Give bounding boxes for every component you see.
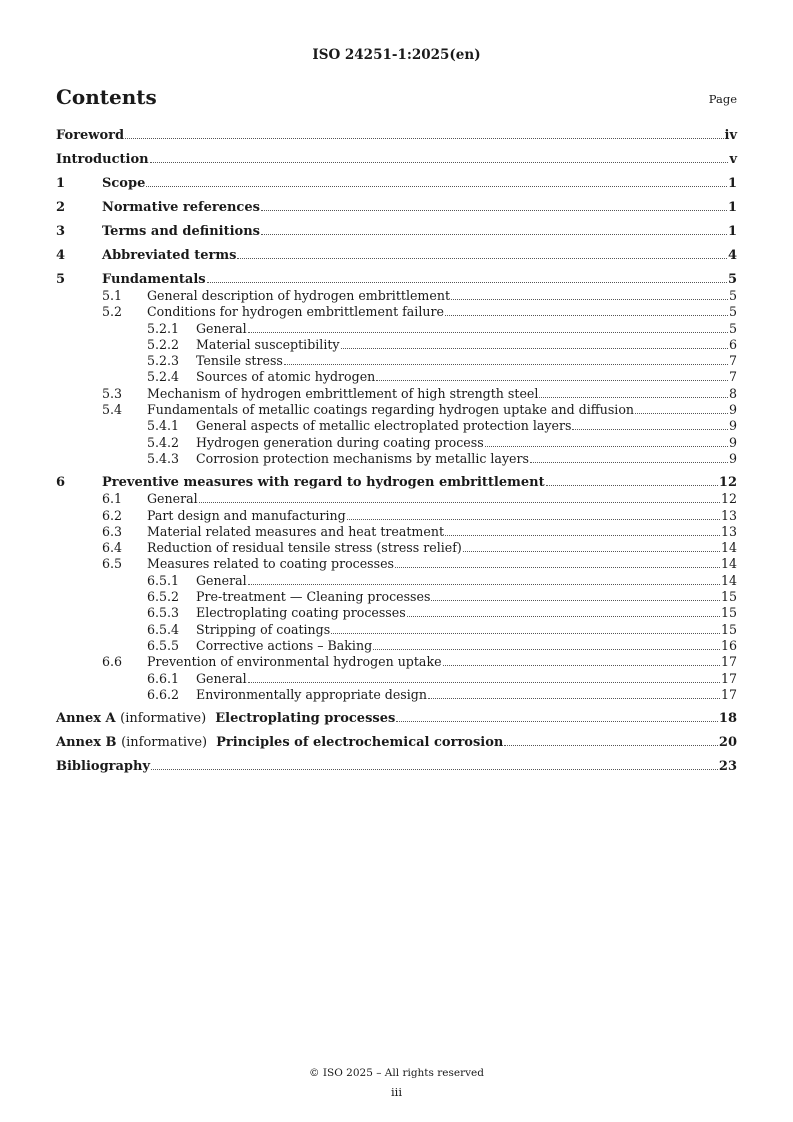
toc-entry[interactable] xyxy=(56,589,737,605)
toc-entry-page: 17 xyxy=(720,670,737,686)
toc-entry-number: 5.2.1 xyxy=(147,320,180,336)
page-column-label: Page xyxy=(708,92,737,106)
dot-leader xyxy=(261,234,727,235)
toc-entry[interactable] xyxy=(56,224,737,240)
toc-entry-title: Prevention of environmental hydrogen uptake xyxy=(147,654,442,670)
annex-title: Principles of electrochemical corrosion xyxy=(216,735,504,751)
dot-leader xyxy=(539,397,728,398)
toc-entry[interactable] xyxy=(56,491,737,507)
toc-entry[interactable] xyxy=(56,200,737,216)
toc-entry-page: 5 xyxy=(728,320,737,336)
toc-entry[interactable] xyxy=(56,711,737,727)
toc-entry-title: General xyxy=(196,572,247,588)
document-id-header: ISO 24251-1:2025(en) xyxy=(312,47,481,63)
toc-entry[interactable] xyxy=(56,128,737,144)
toc-entry-page: 5 xyxy=(728,304,737,320)
toc-entry-page: 14 xyxy=(720,572,737,588)
toc-entry-title: General description of hydrogen embrittlement xyxy=(147,288,451,303)
toc-entry[interactable] xyxy=(56,386,737,402)
toc-entry-title: Normative references xyxy=(102,200,260,215)
toc-entry[interactable] xyxy=(56,418,737,434)
dot-leader xyxy=(248,584,720,585)
toc-entry-page: 13 xyxy=(720,507,737,523)
toc-entry-title: Reduction of residual tensile stress (stress relief) xyxy=(147,540,462,556)
toc-entry-page: 5 xyxy=(728,288,737,303)
dot-leader xyxy=(396,721,718,722)
toc-entry-page: 9 xyxy=(728,434,737,450)
toc-entry-title: Part design and manufacturing xyxy=(147,507,346,523)
toc-entry[interactable] xyxy=(56,272,737,288)
toc-entry-page: 9 xyxy=(728,402,737,418)
toc-entry-title: Bibliography xyxy=(56,759,151,775)
dot-leader xyxy=(485,446,728,447)
toc-entry[interactable] xyxy=(56,671,737,687)
toc-entry-title: Foreword xyxy=(56,128,125,143)
toc-entry-number: 6.6.2 xyxy=(147,686,180,702)
toc-entry-title: Fundamentals of metallic coatings regarding hydrogen uptake and diffusion xyxy=(147,402,635,418)
dot-leader xyxy=(463,551,720,552)
toc-entry-page: 9 xyxy=(728,450,737,466)
toc-entry[interactable] xyxy=(56,638,737,654)
dot-leader xyxy=(207,282,727,283)
toc-entry-number: 5.4.1 xyxy=(147,418,180,434)
toc-entry[interactable] xyxy=(56,508,737,524)
toc-entry-page: 15 xyxy=(720,605,737,621)
toc-entry-number: 5.3 xyxy=(102,385,123,401)
toc-entry-number: 6.5.1 xyxy=(147,572,180,588)
toc-entry-title: Preventive measures with regard to hydrogen embrittlement xyxy=(102,475,545,491)
toc-entry-title: Hydrogen generation during coating process xyxy=(196,434,484,450)
dot-leader xyxy=(199,502,720,503)
toc-entry-title: General xyxy=(147,491,198,507)
toc-entry-number: 5.2.4 xyxy=(147,369,180,385)
dot-leader xyxy=(428,698,720,699)
dot-leader xyxy=(445,535,720,536)
toc-entry-page: 12 xyxy=(718,475,737,491)
toc-entry-title: Pre-treatment — Cleaning processes xyxy=(196,589,431,605)
toc-entry[interactable] xyxy=(56,337,737,353)
toc-entry-number: 5.4.2 xyxy=(147,434,180,450)
toc-entry-page: 1 xyxy=(727,224,737,239)
toc-entry-page: 5 xyxy=(727,272,737,287)
toc-entry[interactable] xyxy=(56,435,737,451)
toc-entry[interactable] xyxy=(56,248,737,264)
toc-entry-title: Tensile stress xyxy=(196,353,283,369)
dot-leader xyxy=(395,567,720,568)
dot-leader xyxy=(504,745,718,746)
toc-entry-page: v xyxy=(729,152,737,167)
toc-entry-number: 5 xyxy=(56,272,66,287)
toc-entry-number: 6 xyxy=(56,475,66,491)
toc-entry[interactable] xyxy=(56,524,737,540)
page-number: iii xyxy=(390,1085,403,1099)
toc-entry-number: 5.1 xyxy=(102,288,123,303)
dot-leader xyxy=(443,665,720,666)
toc-entry-title: General aspects of metallic electroplated protection layers xyxy=(196,418,572,434)
toc-entry[interactable] xyxy=(56,573,737,589)
toc-entry-number: 2 xyxy=(56,200,66,215)
annex-label: Annex B xyxy=(56,735,117,751)
toc-entry-page: 15 xyxy=(720,589,737,605)
toc-entry-number: 6.1 xyxy=(102,491,123,507)
dot-leader xyxy=(146,186,727,187)
toc-entry-title: Corrosion protection mechanisms by metallic layers xyxy=(196,450,529,466)
dot-leader xyxy=(530,462,728,463)
dot-leader xyxy=(341,348,728,349)
toc-entry-title: General xyxy=(196,670,247,686)
toc-entry-page: 18 xyxy=(718,711,737,727)
toc-entry-page: 7 xyxy=(728,369,737,385)
toc-entry-page: 16 xyxy=(720,637,737,653)
table-of-contents xyxy=(56,128,737,775)
annex-note: (informative) xyxy=(121,735,208,751)
toc-entry[interactable] xyxy=(56,622,737,638)
toc-entry[interactable] xyxy=(56,540,737,556)
toc-entry[interactable] xyxy=(56,152,737,168)
toc-entry-page: 15 xyxy=(720,621,737,637)
dot-leader xyxy=(451,299,728,300)
toc-entry[interactable] xyxy=(56,687,737,703)
toc-entry-number: 5.4.3 xyxy=(147,450,180,466)
toc-entry-title: Sources of atomic hydrogen xyxy=(196,369,376,385)
toc-entry-page: iv xyxy=(724,128,737,143)
toc-entry-title: Scope xyxy=(102,176,146,191)
toc-entry[interactable] xyxy=(56,304,737,320)
toc-entry-number: 6.5.5 xyxy=(147,637,180,653)
toc-entry-page: 20 xyxy=(718,735,737,751)
toc-entry-title: Introduction xyxy=(56,152,149,167)
dot-leader xyxy=(151,769,718,770)
dot-leader xyxy=(431,600,720,601)
toc-entry-number: 6.3 xyxy=(102,523,123,539)
dot-leader xyxy=(150,162,729,163)
toc-entry[interactable] xyxy=(56,475,737,491)
toc-entry[interactable] xyxy=(56,288,737,304)
copyright-footer: © ISO 2025 – All rights reserved xyxy=(309,1067,484,1079)
toc-entry[interactable] xyxy=(56,402,737,418)
toc-entry-page: 8 xyxy=(728,385,737,401)
toc-entry-title xyxy=(56,711,395,727)
toc-entry-title: Measures related to coating processes xyxy=(147,556,395,572)
dot-leader xyxy=(331,633,720,634)
toc-entry-title: General xyxy=(196,320,247,336)
toc-entry-number: 6.2 xyxy=(102,507,123,523)
contents-title: Contents xyxy=(56,85,157,109)
toc-entry[interactable] xyxy=(56,654,737,670)
toc-entry-title xyxy=(56,735,503,751)
toc-entry-page: 9 xyxy=(728,418,737,434)
dot-leader xyxy=(445,315,728,316)
toc-entry-page: 13 xyxy=(720,523,737,539)
toc-entry-number: 3 xyxy=(56,224,66,239)
dot-leader xyxy=(373,649,720,650)
dot-leader xyxy=(248,332,728,333)
toc-entry-title: Material related measures and heat treatment xyxy=(147,523,444,539)
dot-leader xyxy=(572,429,728,430)
toc-entry-title: Corrective actions – Baking xyxy=(196,637,373,653)
toc-entry-page: 17 xyxy=(720,686,737,702)
toc-entry-page: 1 xyxy=(727,176,737,191)
toc-entry[interactable] xyxy=(56,176,737,192)
toc-entry-number: 6.5.3 xyxy=(147,605,180,621)
toc-entry-page: 23 xyxy=(718,759,737,775)
toc-entry-page: 12 xyxy=(720,491,737,507)
toc-entry-page: 1 xyxy=(727,200,737,215)
toc-entry-number: 4 xyxy=(56,248,66,263)
toc-entry-title: Material susceptibility xyxy=(196,336,340,352)
toc-entry-title: Terms and definitions xyxy=(102,224,260,239)
toc-entry-page: 6 xyxy=(728,336,737,352)
toc-entry-number: 5.2 xyxy=(102,304,123,320)
dot-leader xyxy=(248,682,720,683)
toc-entry[interactable] xyxy=(56,321,737,337)
toc-entry-title: Mechanism of hydrogen embrittlement of high strength steel xyxy=(147,385,539,401)
annex-title: Electroplating processes xyxy=(215,711,396,727)
annex-note: (informative) xyxy=(120,711,207,727)
toc-entry[interactable] xyxy=(56,451,737,467)
toc-entry-title: Conditions for hydrogen embrittlement failure xyxy=(147,304,444,320)
toc-entry-number: 6.5.2 xyxy=(147,589,180,605)
dot-leader xyxy=(546,485,718,486)
toc-entry[interactable] xyxy=(56,759,737,775)
toc-entry-number: 5.2.3 xyxy=(147,353,180,369)
annex-label: Annex A xyxy=(56,711,116,727)
dot-leader xyxy=(347,519,720,520)
dot-leader xyxy=(125,138,723,139)
toc-entry-title: Fundamentals xyxy=(102,272,206,287)
toc-entry[interactable] xyxy=(56,353,737,369)
toc-entry-page: 17 xyxy=(720,654,737,670)
toc-entry-number: 6.6 xyxy=(102,654,123,670)
toc-entry-title: Abbreviated terms xyxy=(102,248,237,263)
toc-entry[interactable] xyxy=(56,556,737,572)
toc-entry[interactable] xyxy=(56,369,737,385)
dot-leader xyxy=(237,258,727,259)
toc-entry-number: 6.4 xyxy=(102,540,123,556)
dot-leader xyxy=(261,210,727,211)
toc-entry-page: 14 xyxy=(720,556,737,572)
dot-leader xyxy=(407,616,720,617)
toc-entry-title: Stripping of coatings xyxy=(196,621,331,637)
toc-entry-title: Electroplating coating processes xyxy=(196,605,406,621)
toc-entry-number: 6.5 xyxy=(102,556,123,572)
toc-entry-page: 7 xyxy=(728,353,737,369)
toc-entry-number: 6.6.1 xyxy=(147,670,180,686)
dot-leader xyxy=(635,413,728,414)
dot-leader xyxy=(284,364,728,365)
dot-leader xyxy=(376,380,728,381)
toc-entry-number: 5.2.2 xyxy=(147,336,180,352)
toc-entry-number: 5.4 xyxy=(102,402,123,418)
toc-entry[interactable] xyxy=(56,605,737,621)
toc-entry-page: 14 xyxy=(720,540,737,556)
toc-entry-page: 4 xyxy=(727,248,737,263)
toc-entry[interactable] xyxy=(56,735,737,751)
toc-entry-title: Environmentally appropriate design xyxy=(196,686,427,702)
toc-entry-number: 1 xyxy=(56,176,66,191)
toc-entry-number: 6.5.4 xyxy=(147,621,180,637)
